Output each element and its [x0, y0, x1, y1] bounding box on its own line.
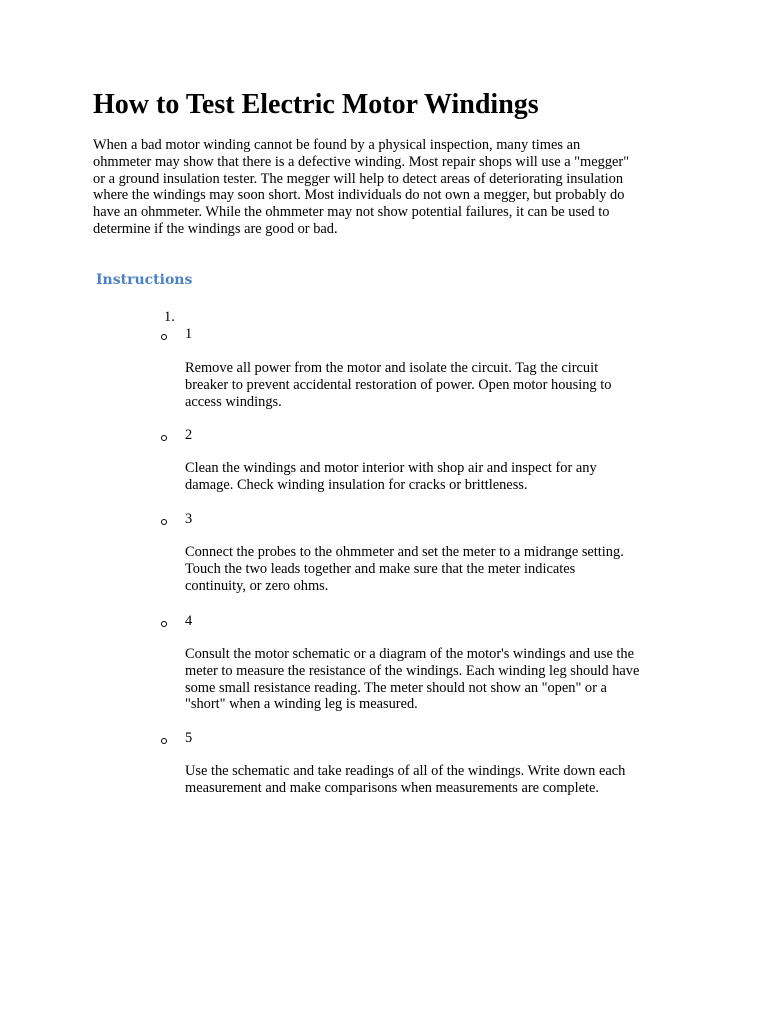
step-line: some small resistance reading. The meter should not show an "open" or a	[185, 679, 607, 696]
hollow-circle-bullet-icon	[161, 621, 167, 627]
step-description	[185, 460, 685, 494]
step-line: Connect the probes to the ohmmeter and set the meter to a midrange setting.	[185, 544, 624, 560]
step-line: meter to measure the resistance of the windings. Each winding leg should have	[185, 662, 640, 679]
intro-line: where the windings may soon short. Most individuals do not own a megger, but probably do	[93, 187, 625, 204]
ordered-list-number: 1.	[164, 309, 175, 325]
step-description	[185, 544, 685, 594]
step-line: damage. Check winding insulation for cracks or brittleness.	[185, 476, 528, 493]
intro-paragraph	[93, 137, 683, 238]
hollow-circle-bullet-icon	[161, 334, 167, 340]
hollow-circle-bullet-icon	[161, 519, 167, 525]
intro-line: determine if the windings are good or bad.	[93, 220, 338, 237]
step-description	[185, 763, 685, 797]
hollow-circle-bullet-icon	[161, 738, 167, 744]
step-number: 3	[185, 511, 193, 527]
intro-line: When a bad motor winding cannot be found by a physical inspection, many times an	[93, 137, 581, 153]
step-description	[185, 646, 685, 713]
step-line: Clean the windings and motor interior with shop air and inspect for any	[185, 460, 597, 476]
step-line: Consult the motor schematic or a diagram of the motor's windings and use the	[185, 646, 635, 662]
step-line: measurement and make comparisons when measurements are complete.	[185, 779, 599, 796]
instructions-heading: Instructions	[96, 272, 193, 288]
step-line: continuity, or zero ohms.	[185, 577, 329, 594]
step-line: Touch the two leads together and make sure that the meter indicates	[185, 560, 576, 577]
hollow-circle-bullet-icon	[161, 435, 167, 441]
step-number: 4	[185, 613, 193, 629]
step-line: access windings.	[185, 393, 282, 410]
intro-line: or a ground insulation tester. The megger will help to detect areas of deteriorating insulation	[93, 170, 624, 187]
step-description	[185, 360, 685, 410]
intro-line: have an ohmmeter. While the ohmmeter may not show potential failures, it can be used to	[93, 204, 610, 221]
step-number: 5	[185, 730, 193, 746]
step-line: breaker to prevent accidental restoration of power. Open motor housing to	[185, 376, 612, 393]
step-line: "short" when a winding leg is measured.	[185, 696, 418, 713]
intro-line: ohmmeter may show that there is a defective winding. Most repair shops will use a "megger"	[93, 153, 630, 170]
document-title: How to Test Electric Motor Windings	[93, 89, 539, 120]
step-line: Remove all power from the motor and isolate the circuit. Tag the circuit	[185, 360, 599, 376]
step-number: 2	[185, 427, 193, 443]
step-line: Use the schematic and take readings of all of the windings. Write down each	[185, 763, 626, 779]
step-number: 1	[185, 326, 193, 342]
